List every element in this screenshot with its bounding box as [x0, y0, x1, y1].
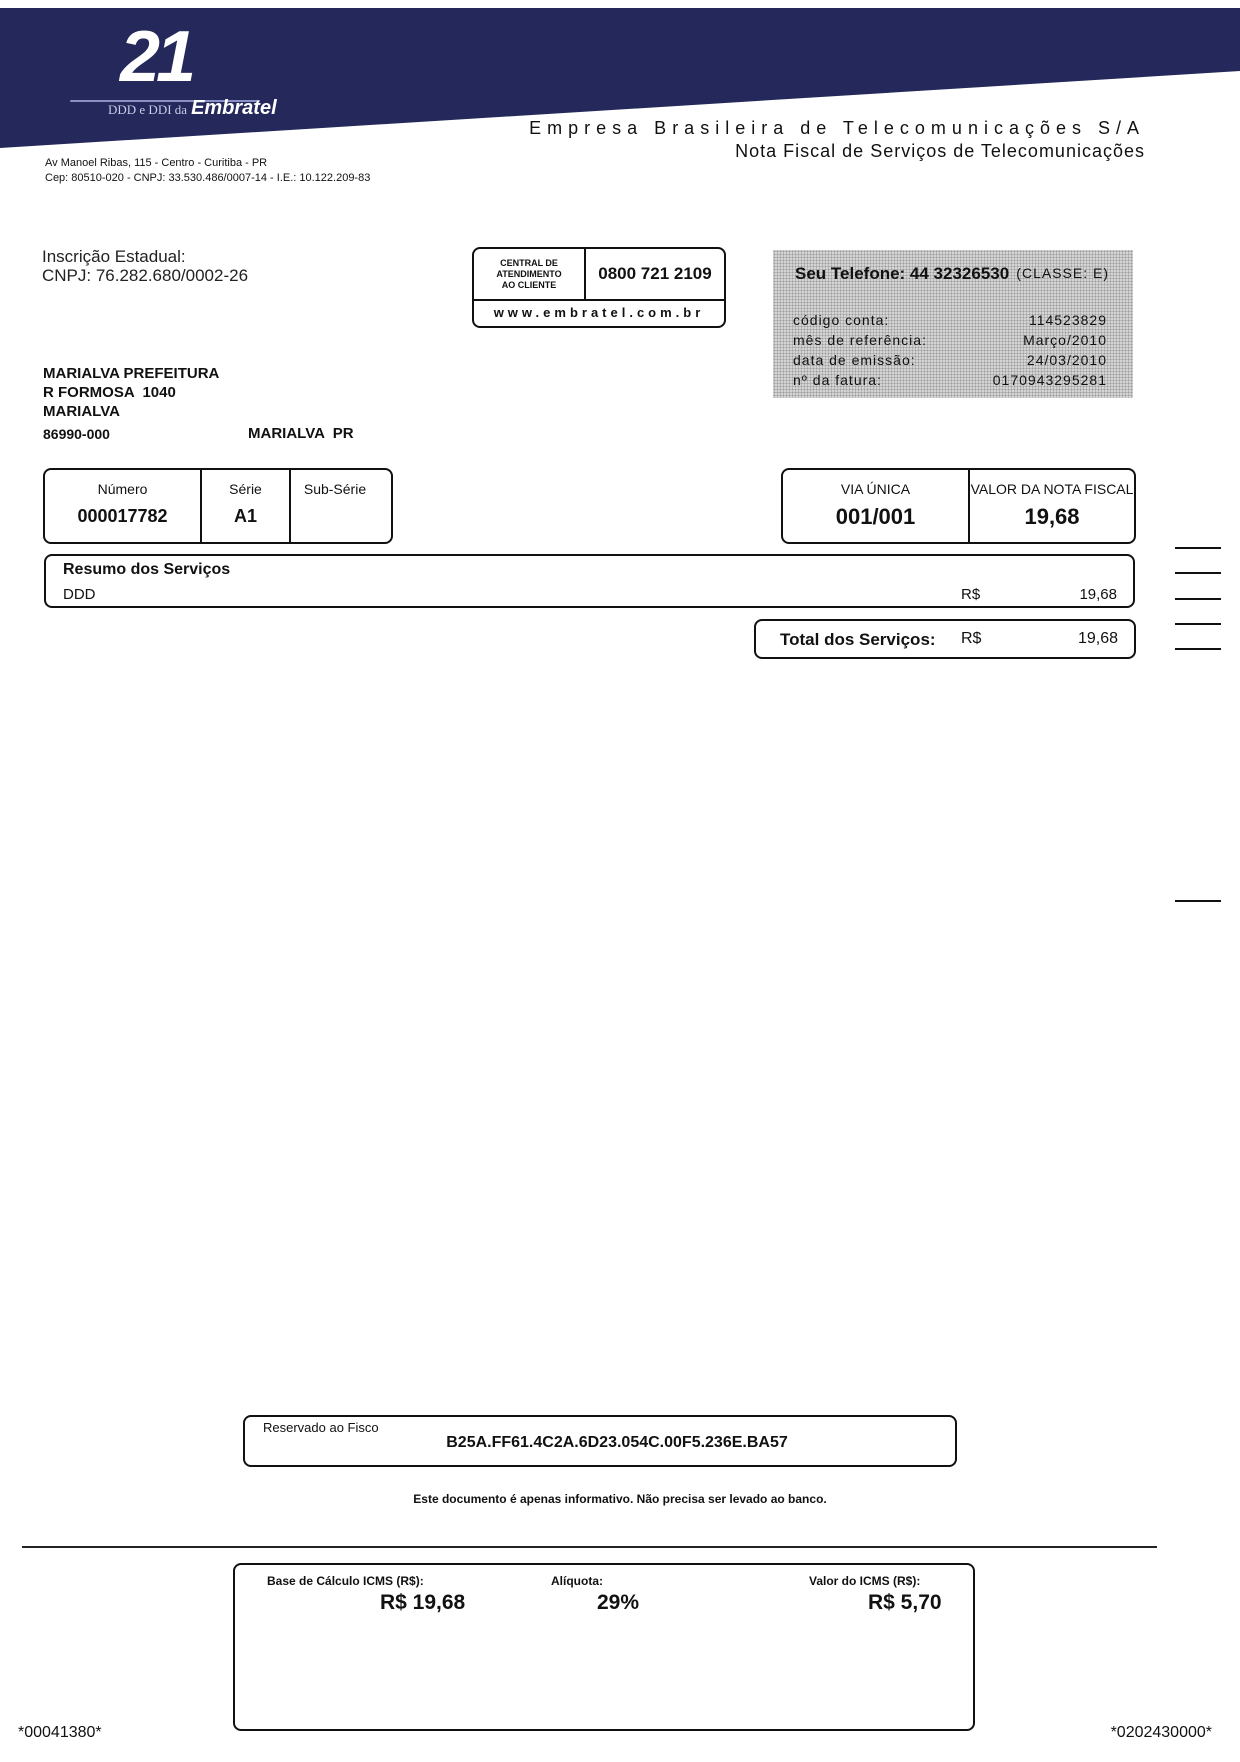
registration-mark — [1175, 900, 1221, 902]
series-value: A1 — [233, 506, 257, 526]
icms-base-label: Base de Cálculo ICMS (R$): — [267, 1574, 424, 1588]
series-label: Série — [229, 481, 262, 497]
icms-rate-value: 29% — [597, 1591, 640, 1614]
logo-number: 21 — [120, 17, 193, 97]
company-heading — [529, 118, 1145, 162]
document-type: Nota Fiscal de Serviços de Telecomunicações — [735, 141, 1145, 161]
icms-tax-label: Valor do ICMS (R$): — [809, 1574, 921, 1588]
invoice-total-label: VALOR DA NOTA FISCAL — [970, 481, 1134, 497]
company-address — [45, 156, 370, 186]
services-total-value: 19,68 — [1077, 630, 1118, 647]
company-name: Empresa Brasileira de Telecomunicações S/A — [529, 118, 1145, 138]
registration-mark — [1175, 598, 1221, 600]
registration-mark — [1175, 547, 1221, 549]
tax-authority-label: Reservado ao Fisco — [263, 1420, 379, 1435]
invoice-number-label: nº da fatura: — [793, 372, 882, 388]
customer-service-label-text: CENTRAL DE ATENDIMENTO AO CLIENTE — [496, 257, 562, 290]
left-barcode-text: *00041380* — [18, 1724, 102, 1741]
copy-value: 001/001 — [835, 504, 916, 529]
customer-district: MARIALVA — [43, 403, 120, 420]
tax-authority-box — [243, 1415, 957, 1467]
account-phone: Seu Telefone: 44 32326530 — [795, 264, 1010, 283]
icms-tax-value: R$ 5,70 — [868, 1591, 942, 1614]
customer-service-url[interactable]: www.embratel.com.br — [493, 305, 705, 320]
customer-street: R FORMOSA 1040 — [43, 384, 176, 401]
invoice-number-value: 0170943295281 — [992, 372, 1107, 388]
address-line-1: Av Manoel Ribas, 115 - Centro - Curitiba - PR — [45, 157, 268, 169]
customer-city-state: MARIALVA PR — [248, 425, 354, 442]
customer-address — [43, 364, 219, 421]
address-line-2: Cep: 80510-020 - CNPJ: 33.530.486/0007-14 - I.E.: 10.122.209-83 — [45, 172, 371, 184]
informative-notice: Este documento é apenas informativo. Não precisa ser levado ao banco. — [413, 1492, 827, 1506]
customer-service-label — [474, 249, 586, 301]
logo — [108, 97, 277, 120]
reference-month-label: mês de referência: — [793, 332, 927, 348]
reference-month-value: Março/2010 — [1023, 332, 1107, 348]
subseries-label: Sub-Série — [303, 481, 367, 497]
registration-mark — [1175, 572, 1221, 574]
service-item-name: DDD — [63, 586, 96, 603]
account-info-panel — [773, 250, 1133, 398]
copy-label: VIA ÚNICA — [840, 481, 911, 497]
customer-name: MARIALVA PREFEITURA — [43, 365, 220, 382]
registration-mark — [1175, 648, 1221, 650]
state-registration-label: Inscrição Estadual: — [42, 247, 186, 266]
number-value: 000017782 — [77, 506, 168, 526]
services-total-label: Total dos Serviços: — [780, 630, 936, 649]
logo-brand: Embratel — [191, 97, 277, 119]
invoice-number-box — [43, 468, 393, 544]
invoice-total-value: 19,68 — [1024, 504, 1080, 529]
services-summary-box — [44, 554, 1135, 608]
service-item-value: 19,68 — [1079, 586, 1117, 603]
icms-rate-label: Alíquota: — [551, 1574, 603, 1588]
services-total-currency: R$ — [961, 630, 982, 647]
customer-service-phone[interactable]: 0800 721 2109 — [586, 249, 724, 301]
issuer-cnpj: CNPJ: 76.282.680/0002-26 — [42, 266, 249, 285]
account-code-value: 114523829 — [1028, 312, 1107, 328]
issue-date-label: data de emissão: — [793, 352, 916, 368]
logo-subtitle: DDD e DDI da — [108, 102, 188, 117]
account-class: (CLASSE: E) — [1016, 265, 1109, 281]
registration-mark — [1175, 623, 1221, 625]
invoice-total-box — [781, 468, 1136, 544]
services-summary-title: Resumo dos Serviços — [63, 561, 231, 578]
right-barcode-text: *0202430000* — [1110, 1724, 1212, 1741]
icms-base-value: R$ 19,68 — [380, 1591, 466, 1614]
customer-zip: 86990-000 — [43, 426, 110, 442]
issue-date-value: 24/03/2010 — [1026, 352, 1107, 368]
account-code-label: código conta: — [793, 312, 890, 328]
tax-authority-code: B25A.FF61.4C2A.6D23.054C.00F5.236E.BA57 — [446, 1434, 788, 1451]
issuer-ids — [42, 247, 248, 285]
customer-service-box — [472, 247, 726, 328]
service-item-currency: R$ — [961, 586, 981, 603]
icms-box — [233, 1563, 975, 1731]
services-total-box — [754, 619, 1136, 659]
number-label: Número — [97, 481, 148, 497]
separator-line — [22, 1546, 1157, 1548]
